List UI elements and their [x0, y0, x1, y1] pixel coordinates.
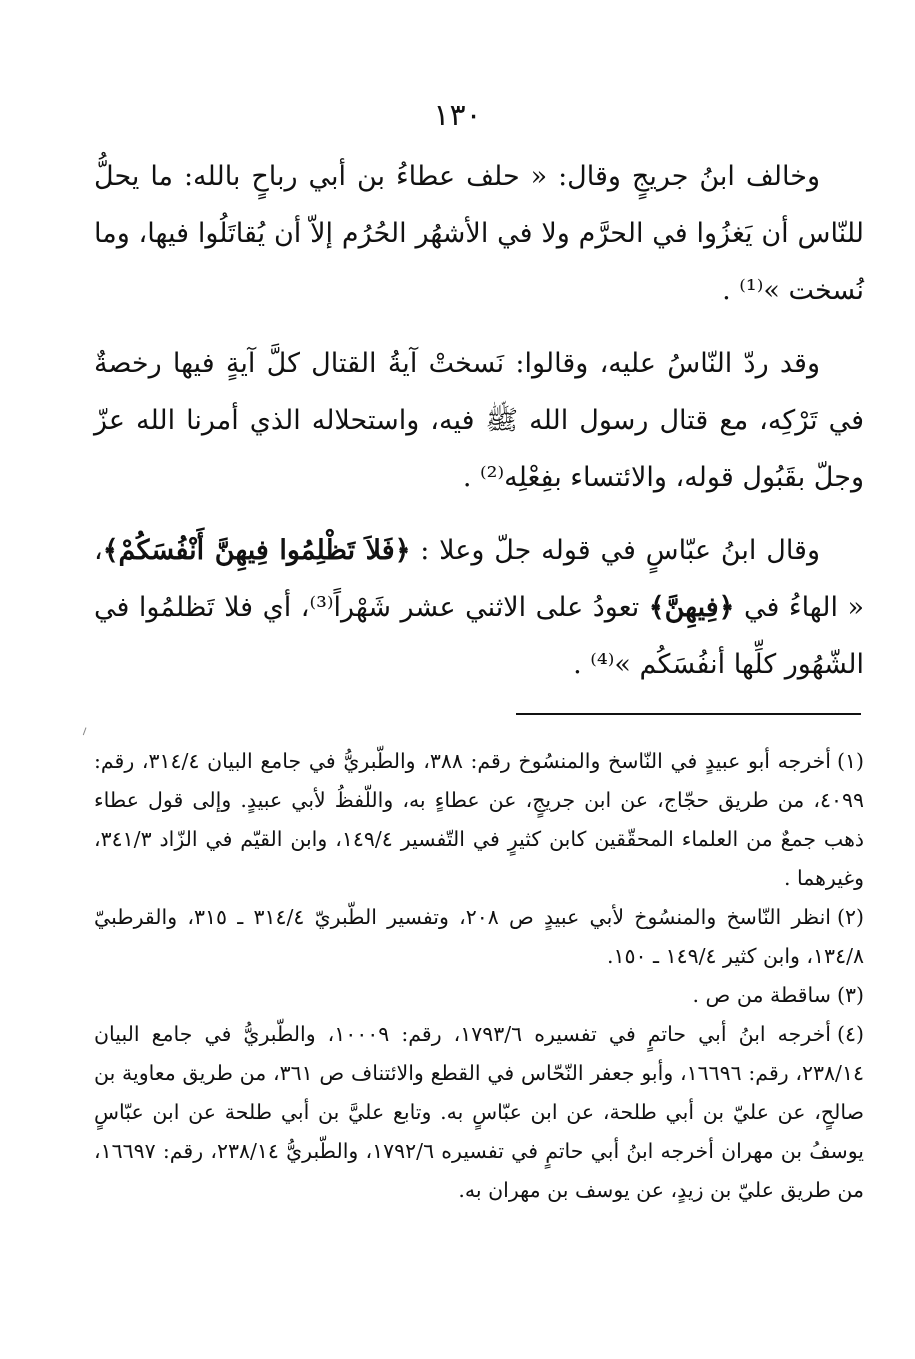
- footnote-number: (١): [836, 749, 864, 773]
- footnotes: [94, 742, 864, 1210]
- paragraph-1: [94, 148, 864, 319]
- paragraph-3-intro: وقال ابنُ عبّاسٍ في قوله جلّ وعلا :: [410, 535, 820, 566]
- paragraph-1-text: وخالف ابنُ جريجٍ وقال: « حلف عطاءُ بن أبي رباحٍ بالله: ما يحلُّ للنّاس أن يَغزُوا في الحرَّم ولا في الأشهُر الحُرُم إلاّ أن يُقاتَلُوا فيها، وما نُسخت »⁽¹⁾ .: [94, 161, 864, 306]
- footnote-separator: [516, 713, 861, 715]
- quran-word: ﴿فِيهِنَّ﴾: [648, 592, 735, 623]
- paragraph-3-rest: تعودُ على الاثني عشر شَهْراً⁽³⁾، أي فلا تَظلمُوا في الشّهُور كلِّها أنفُسَكُم »⁽⁴⁾ .: [94, 592, 864, 680]
- paragraph-3-mid: ، « الهاءُ في: [94, 535, 864, 623]
- footnote-text: أخرجه أبو عبيدٍ في النّاسخ والمنسُوخ رقم: ٣٨٨، والطّبريُّ في جامع البيان ٣١٤/٤، رقم: ٤٠٩٩، من طريق حجّاج، عن ابن جريجٍ، عن عطاءٍ به، واللّفظُ لأبي عبيدٍ. وإلى قول عطاء ذهب جمعٌ من العلماء المحقّقين كابن كثيرٍ في التّفسير ١٤٩/٤، وابن القيّم في الزّاد ٣٤١/٣، وغيرهما .: [94, 749, 865, 890]
- footnote-text: أخرجه ابنُ أبي حاتمٍ في تفسيره ١٧٩٣/٦، رقم: ١٠٠٠٩، والطّبريُّ في جامع البيان ٢٣٨/١٤، رقم: ١٦٦٩٦، وأبو جعفر النّحّاس في القطع والائتناف ص ٣٦١، من طريق معاوية بن صالحٍ، عن عليّ بن أبي طلحة، عن ابن عبّاسٍ به. وتابع عليَّ بن أبي طلحة عن ابن عبّاسٍ يوسفُ بن مهران أخرجه ابنُ أبي حاتمٍ في تفسيره ١٧٩٢/٦، والطّبريُّ ٢٣٨/١٤، رقم: ١٦٦٩٧، من طريق عليّ بن زيدٍ، عن يوسف بن مهران به.: [94, 1022, 864, 1202]
- footnote-text: ساقطة من ص .: [692, 983, 831, 1007]
- footnote-2: [94, 898, 864, 976]
- paragraph-3: [94, 522, 864, 693]
- page-number: ١٣٠: [433, 98, 482, 133]
- footnote-number: (٤): [836, 1022, 864, 1046]
- footnote-3: [94, 976, 864, 1015]
- quran-verse: ﴿فَلاَ تَظْلِمُوا فِيهِنَّ أَنْفُسَكُمْ﴾: [102, 535, 411, 566]
- footnote-1: [94, 742, 864, 898]
- paragraph-2: [94, 335, 864, 506]
- footnote-number: (٢): [836, 905, 864, 929]
- footnote-text: انظر النّاسخ والمنسُوخ لأبي عبيدٍ ص ٢٠٨، وتفسير الطّبريّ ٣١٤/٤ ـ ٣١٥، والقرطبيّ ١٣٤/٨، وابن كثير ١٤٩/٤ ـ ١٥٠.: [94, 905, 864, 968]
- footnote-4: [94, 1015, 864, 1210]
- main-text: [94, 148, 864, 693]
- margin-mark: [83, 727, 90, 736]
- footnote-number: (٣): [836, 983, 864, 1007]
- paragraph-2-text: وقد ردّ النّاسُ عليه، وقالوا: نَسختْ آيةُ القتال كلَّ آيةٍ فيها رخصةٌ في تَرْكِه، مع قتال رسول الله ﷺ فيه، واستحلاله الذي أمرنا الله عزّ وجلّ بقَبُول قوله، والائتساء بفِعْلِه⁽²⁾ .: [94, 348, 864, 493]
